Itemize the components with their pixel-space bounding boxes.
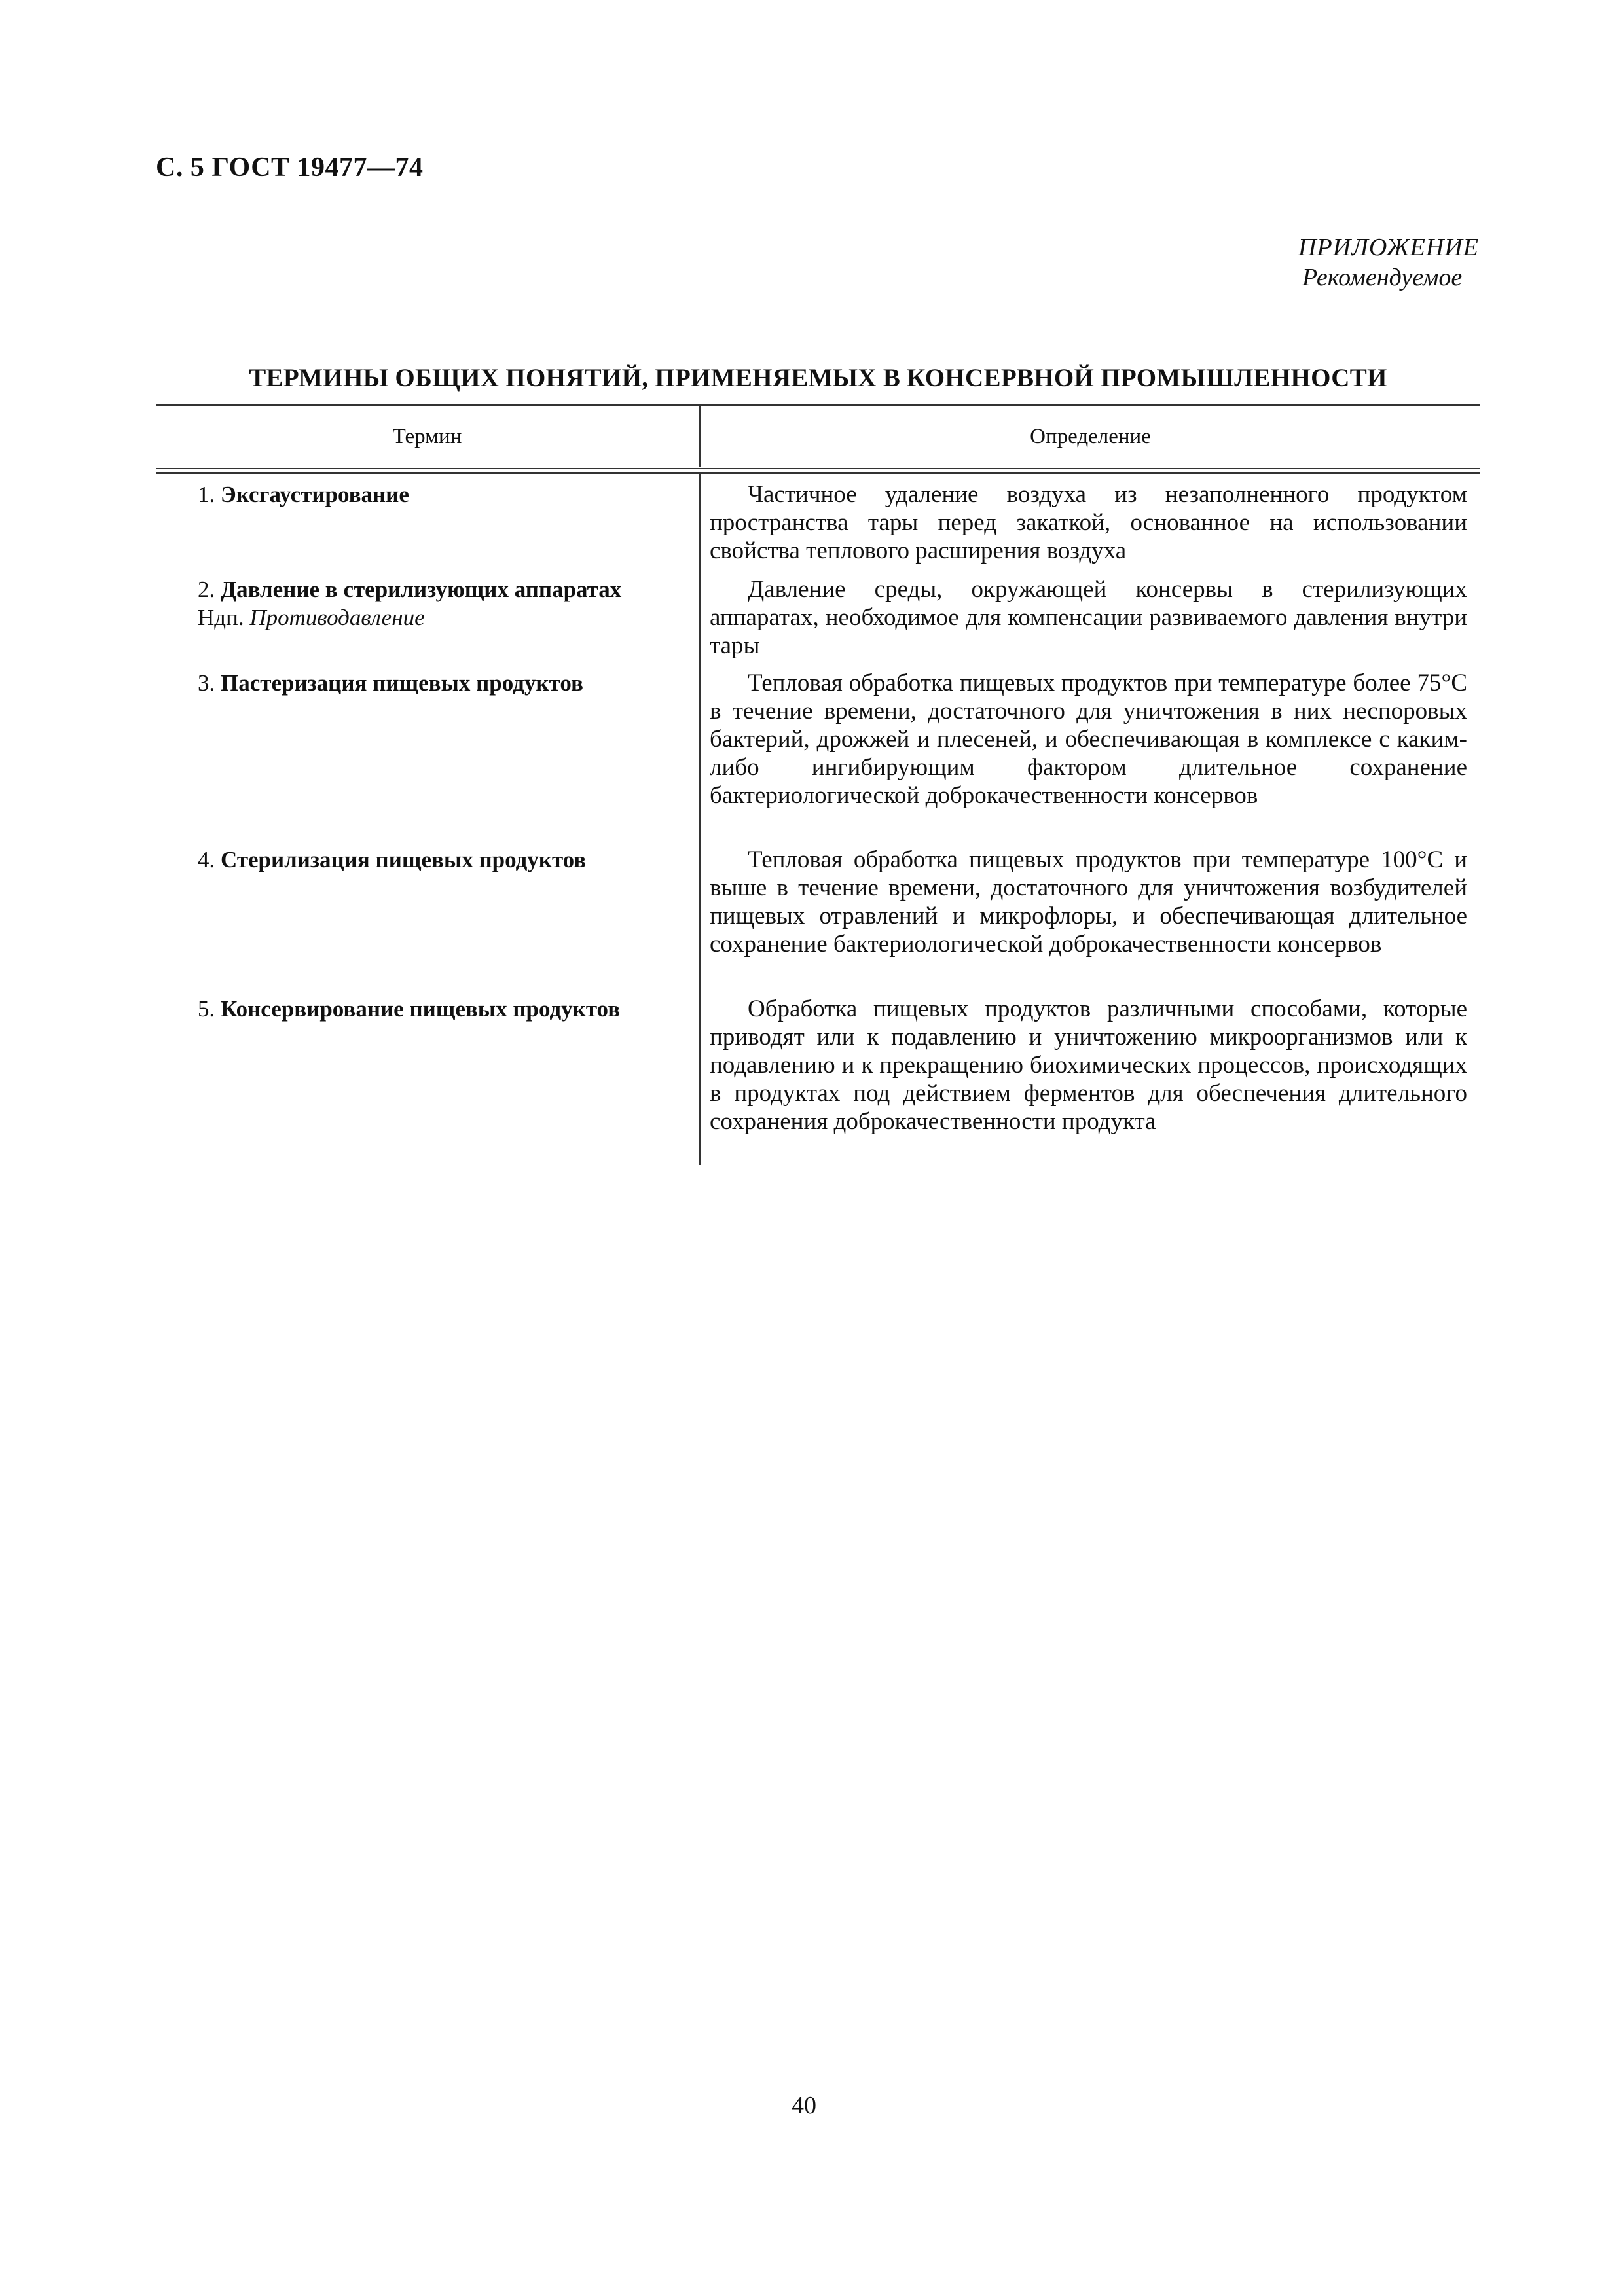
definition-cell: Частичное удаление воздуха из незаполненного продуктом пространства тары перед закаткой, основанное на использовании свойства теплового расширения воздуха <box>710 481 1467 564</box>
terms-table <box>156 404 1480 1165</box>
table-row <box>156 662 1480 839</box>
appendix-type: Рекомендуемое <box>1302 264 1463 291</box>
term-name: Давление в стерилизующих аппаратах <box>221 577 622 602</box>
table-row <box>156 474 1480 569</box>
term-cell <box>156 839 701 988</box>
term-number: 3. <box>198 670 215 696</box>
definition-cell: Обработка пищевых продуктов различными способами, которые приводят или к подавлению и уничтожению микроорганизмов или к подавлению и к прекращению биохимических процессов, происходящих в продуктах под действием ферментов для обеспечения длительного сохранения доброкачественности продукта <box>710 996 1467 1135</box>
not-allowed-term: Противодавление <box>249 605 425 630</box>
term-number: 1. <box>198 482 215 507</box>
not-allowed-label: Ндп. <box>198 605 244 630</box>
term-name: Консервирование пищевых продуктов <box>221 996 621 1022</box>
table-body <box>156 472 1480 1165</box>
appendix-title: ПРИЛОЖЕНИЕ <box>1298 234 1479 261</box>
column-header-term: Термин <box>156 406 701 467</box>
term-cell <box>156 569 701 662</box>
column-header-definition: Определение <box>1030 424 1151 448</box>
table-row <box>156 839 1480 988</box>
term-name: Стерилизация пищевых продуктов <box>221 847 587 872</box>
term-number: 2. <box>198 577 215 602</box>
term-number: 5. <box>198 996 215 1022</box>
definition-cell: Тепловая обработка пищевых продуктов при температуре более 75°С в течение времени, достаточного для уничтожения в них неспоровых бактерий, дрожжей и плесеней, и обеспечивающая в комплексе с каким-либо ингибирующим фактором длительное сохранение бактериологической доброкачественности консервов <box>710 670 1467 809</box>
term-cell <box>156 474 701 569</box>
definition-cell: Тепловая обработка пищевых продуктов при температуре 100°С и выше в течение времени, достаточного для уничтожения возбудителей пищевых отравлений и микрофлоры, и обеспечивающая длительное сохранение бактериологической доброкачественности консервов <box>710 846 1467 958</box>
term-cell <box>156 988 701 1165</box>
table-header-row <box>156 404 1480 469</box>
definition-cell: Давление среды, окружающей консервы в стерилизующих аппаратах, необходимое для компенсации развиваемого давления внутри тары <box>710 576 1467 659</box>
column-divider <box>699 474 701 1165</box>
table-row <box>156 569 1480 662</box>
table-row <box>156 988 1480 1165</box>
term-number: 4. <box>198 847 215 872</box>
term-cell <box>156 662 701 839</box>
page-header: С. 5 ГОСТ 19477—74 <box>156 152 424 183</box>
term-name: Эксгаустирование <box>221 482 409 507</box>
section-title: ТЕРМИНЫ ОБЩИХ ПОНЯТИЙ, ПРИМЕНЯЕМЫХ В КОНСЕРВНОЙ ПРОМЫШЛЕННОСТИ <box>249 364 1387 392</box>
appendix-label <box>1298 232 1479 293</box>
term-name: Пастеризация пищевых продуктов <box>221 670 583 696</box>
page-number: 40 <box>792 2092 816 2119</box>
